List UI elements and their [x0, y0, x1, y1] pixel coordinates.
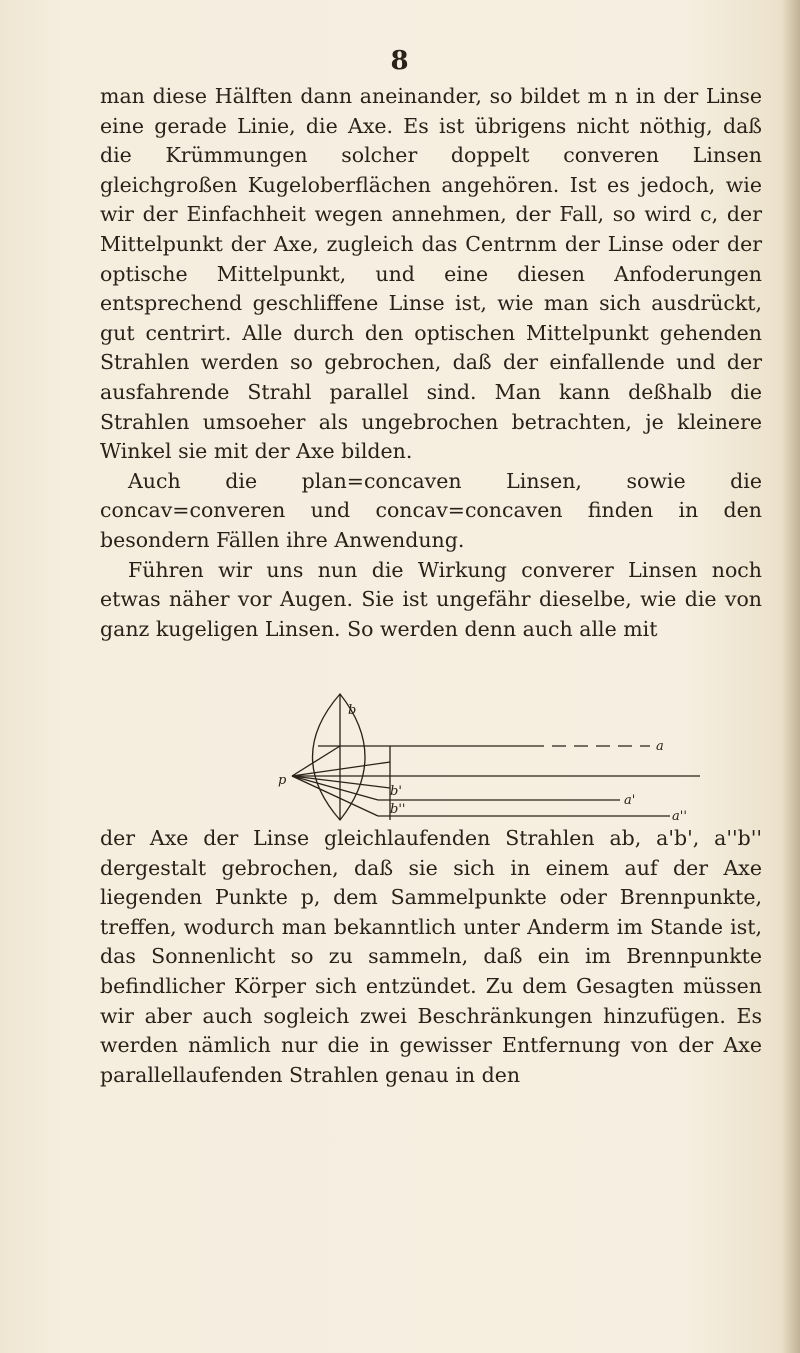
label-a-double-prime: a''	[672, 809, 687, 822]
label-b: b	[348, 703, 357, 718]
text-block-lower	[100, 824, 762, 1090]
page-edge-shadow	[782, 0, 800, 1353]
paragraph: Auch die plan=concaven Linsen, sowie die concav=converen und concav=concaven finden in den besondern Fällen ihre Anwendung.	[100, 468, 762, 552]
text-block-upper	[100, 82, 762, 644]
paragraph: man diese Hälften dann aneinander, so bildet m n in der Linse eine gerade Linie, die Axe. Es ist übrigens nicht nöthig, daß die Krümmungen solcher doppelt converen Linsen gleichgroßen Kugeloberflächen angehören. Ist es jedoch, wie wir der Einfachheit wegen annehmen, der Fall, so wird c, der Mittelpunkt der Axe, zugleich das Centrnm der Linse oder der optische Mittelpunkt, und eine diesen Anfoderungen entsprechend geschliffene Linse ist, wie man sich ausdrückt, gut centrirt. Alle durch den optischen Mittelpunkt gehenden Strahlen werden so gebrochen, daß der einfallende und der ausfahrende Strahl parallel sind. Man kann deßhalb die Strahlen umsoeher als ungebrochen betrachten, je kleinere Winkel sie mit der Axe bilden.	[100, 84, 762, 464]
lens-ray-figure	[230, 692, 730, 822]
label-a-prime: a'	[624, 793, 636, 808]
label-b-prime: b'	[390, 784, 402, 799]
paragraph: der Axe der Linse gleichlaufenden Strahlen ab, a'b', a''b'' dergestalt gebrochen, daß sie sich in einem auf der Axe liegenden Punkte p, dem Sammelpunkte oder Brennpunkte, treffen, wodurch man bekanntlich unter Anderm im Stande ist, das Sonnenlicht so zu sammeln, daß ein im Brennpunkte befindlicher Körper sich entzündet. Zu dem Gesagten müssen wir aber auch sogleich zwei Beschränkungen hinzufügen. Es werden nämlich nur die in gewisser Entfernung von der Axe parallellaufenden Strahlen genau in den	[100, 826, 762, 1087]
label-a: a	[656, 739, 664, 754]
converging-ray-1	[292, 746, 340, 776]
page-number: 8	[390, 46, 410, 76]
lens-diagram	[230, 692, 730, 822]
converging-ray-2	[292, 762, 390, 776]
label-b-double-prime: b''	[390, 802, 406, 817]
lens-outline	[313, 694, 366, 820]
paragraph: Führen wir uns nun die Wirkung converer Linsen noch etwas näher vor Augen. Sie ist ungefähr dieselbe, wie die von ganz kugeligen Linsen. So werden denn auch alle mit	[100, 557, 762, 641]
label-p: p	[278, 773, 287, 788]
converging-ray-5	[292, 776, 390, 788]
